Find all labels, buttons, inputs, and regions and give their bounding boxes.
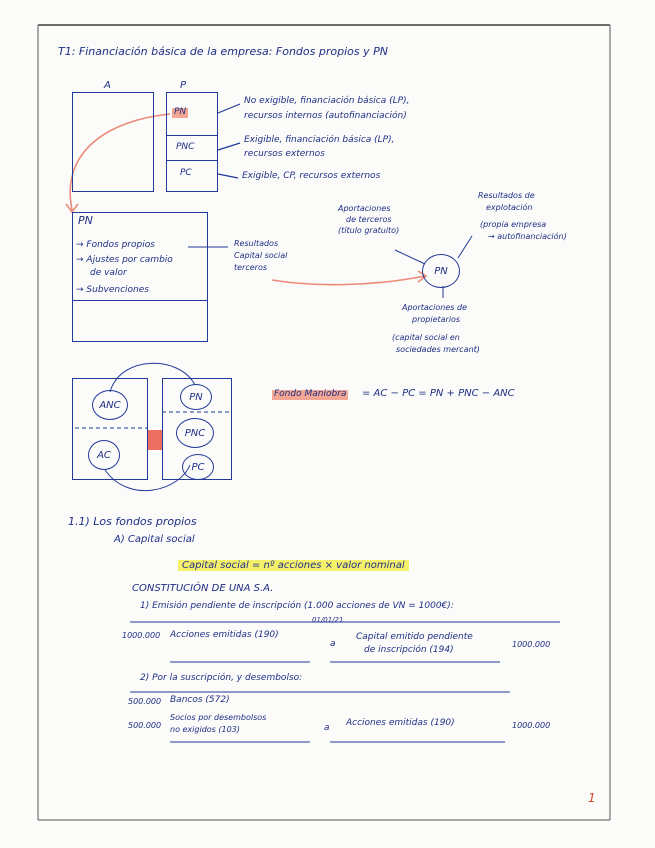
constitucion-heading: CONSTITUCIÓN DE UNA S.A. bbox=[132, 583, 274, 594]
section-subheading: A) Capital social bbox=[114, 534, 195, 545]
entry1-date: 01/01/21 bbox=[312, 616, 344, 624]
entry2-desc: 2) Por la suscripción, y desembolso: bbox=[140, 673, 303, 683]
note-pn-1: No exigible, financiación básica (LP), bbox=[244, 96, 410, 106]
terceros-2: de terceros bbox=[346, 215, 392, 224]
note-pnc-2: recursos externos bbox=[244, 149, 325, 159]
entry1-credit-1: Capital emitido pendiente bbox=[356, 632, 473, 642]
page-number: 1 bbox=[588, 791, 596, 805]
page-title: T1: Financiación básica de la empresa: Fondos propios y PN bbox=[58, 45, 388, 58]
entry1-debit-account: Acciones emitidas (190) bbox=[170, 630, 279, 640]
pn-item-ajustes-2: de valor bbox=[90, 268, 127, 278]
pnc-label: PNC bbox=[176, 142, 195, 152]
column-p-label: P bbox=[180, 80, 187, 91]
propietarios-2: propietarios bbox=[412, 315, 461, 324]
terceros-1: Aportaciones bbox=[338, 204, 391, 213]
note-pc: Exigible, CP, recursos externos bbox=[242, 171, 381, 181]
section-heading: 1.1) Los fondos propios bbox=[68, 515, 197, 528]
fp-list-3: terceros bbox=[234, 263, 268, 272]
asset-box bbox=[72, 92, 154, 192]
entry2-debit2-account-2: no exigidos (103) bbox=[170, 725, 240, 734]
entry1-debit-amount: 1000.000 bbox=[122, 631, 161, 640]
entry2-debit2-amount: 500.000 bbox=[128, 721, 162, 730]
fm-pc-circle: PC bbox=[182, 454, 214, 480]
fm-pnc-circle: PNC bbox=[176, 418, 214, 448]
pc-label: PC bbox=[180, 168, 192, 178]
pn-circle: PN bbox=[422, 254, 460, 288]
propietarios-3: (capital social en bbox=[392, 333, 460, 342]
pn-box-header: PN bbox=[78, 214, 93, 227]
divider bbox=[166, 160, 218, 161]
fm-pn-circle: PN bbox=[180, 384, 212, 410]
resultados-3: (propia empresa bbox=[480, 220, 547, 229]
fp-list-2: Capital social bbox=[234, 251, 288, 260]
anc-circle: ANC bbox=[92, 390, 128, 420]
resultados-1: Resultados de bbox=[478, 191, 535, 200]
pn-item-ajustes: → Ajustes por cambio bbox=[76, 255, 173, 265]
entry1-desc: 1) Emisión pendiente de inscripción (1.000 acciones de VN = 1000€): bbox=[140, 601, 454, 611]
pn-item-subvenciones: → Subvenciones bbox=[76, 285, 149, 295]
resultados-4: → autofinanciación) bbox=[488, 232, 567, 241]
entry2-debit1-amount: 500.000 bbox=[128, 697, 162, 706]
entry2-debit2-account-1: Socios por desembolsos bbox=[170, 713, 267, 722]
entry1-credit-2: de inscripción (194) bbox=[364, 645, 454, 655]
entry1-credit-amount: 1000.000 bbox=[512, 640, 551, 649]
resultados-2: explotación bbox=[486, 203, 533, 212]
note-pnc-1: Exigible, financiación básica (LP), bbox=[244, 135, 395, 145]
divider bbox=[72, 300, 208, 301]
pn-item-fondos: → Fondos propios bbox=[76, 240, 155, 250]
fondo-maniobra-label: Fondo Maniobra bbox=[274, 389, 347, 399]
entry1-a: a bbox=[330, 639, 336, 649]
divider bbox=[166, 135, 218, 136]
entry2-credit-amount: 1000.000 bbox=[512, 721, 551, 730]
fondo-maniobra-formula: = AC − PC = PN + PNC − ANC bbox=[362, 388, 515, 399]
ac-circle: AC bbox=[88, 440, 120, 470]
fp-list-1: Resultados bbox=[234, 239, 279, 248]
note-pn-2: recursos internos (autofinanciación) bbox=[244, 111, 407, 121]
column-a-label: A bbox=[104, 80, 111, 91]
entry2-a: a bbox=[324, 723, 330, 733]
entry2-debit1-account: Bancos (572) bbox=[170, 695, 230, 705]
terceros-3: (título gratuito) bbox=[338, 226, 400, 235]
entry2-credit-account: Acciones emitidas (190) bbox=[346, 718, 455, 728]
propietarios-1: Aportaciones de bbox=[402, 303, 467, 312]
capital-formula: Capital social = nº acciones × valor nominal bbox=[178, 560, 409, 571]
propietarios-4: sociedades mercant) bbox=[396, 345, 480, 354]
pn-label: PN bbox=[174, 107, 187, 117]
